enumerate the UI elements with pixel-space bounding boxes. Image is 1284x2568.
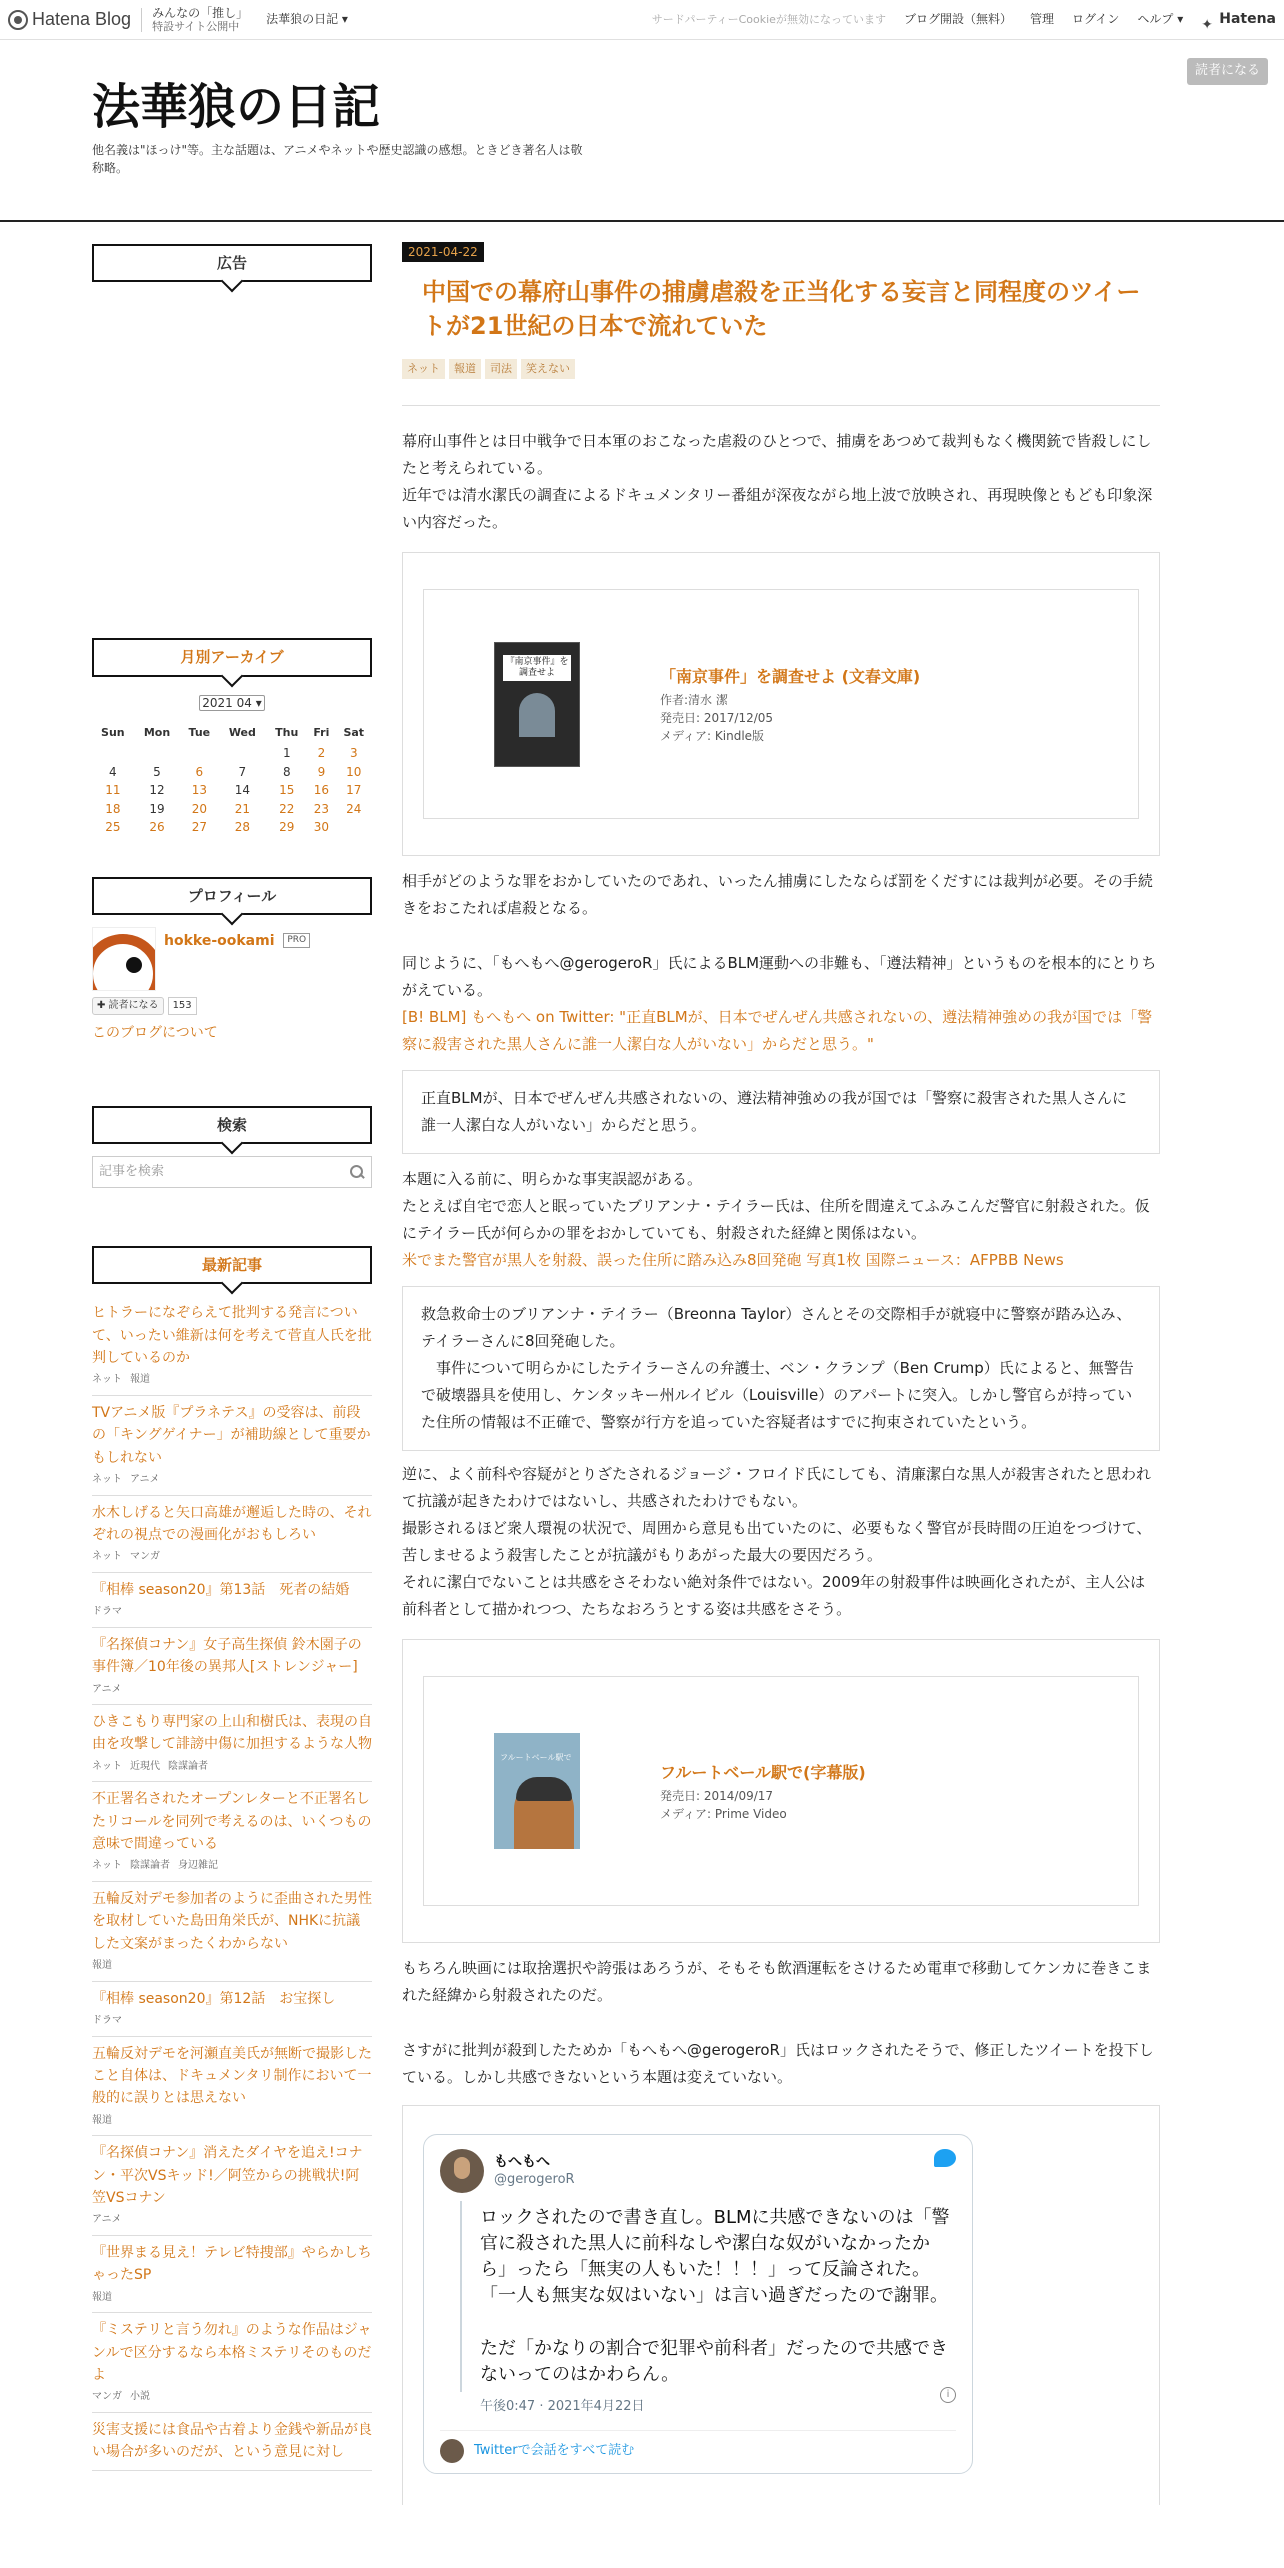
category-tag[interactable]: ネット (92, 1474, 122, 1486)
calendar-day[interactable]: 6 (195, 764, 204, 779)
category-tag[interactable]: ドラマ (92, 1606, 122, 1618)
recent-entry-link[interactable]: 『名探偵コナン』女子高生探偵 鈴木園子の事件簿／10年後の異邦人[ストレンジャー] (92, 1636, 362, 1676)
tweet-avatar[interactable] (440, 2149, 484, 2193)
calendar-day (92, 744, 134, 763)
pro-badge: PRO (283, 933, 310, 948)
entry-title[interactable]: 中国での幕府山事件の捕虜虐殺を正当化する妄言と同程度のツイートが21世紀の日本で流れていた (422, 278, 1141, 340)
calendar-day: 12 (149, 783, 165, 798)
calendar-day (218, 744, 266, 763)
calendar-day[interactable]: 11 (105, 783, 121, 798)
category-tag[interactable]: 陰謀論者 (168, 1760, 208, 1772)
calendar-day[interactable]: 18 (105, 801, 121, 816)
category-tag[interactable]: 近現代 (130, 1760, 160, 1772)
recent-entry-link[interactable]: 『世界まる見え！テレビ特捜部』やらかしちゃったSP (92, 2244, 372, 2284)
sidebar (92, 244, 372, 2471)
category-tag[interactable]: アニメ (92, 2214, 122, 2226)
paragraph: 近年では清水潔氏の調査によるドキュメンタリー番組が深夜ながら地上波で放映され、再現映像ともども印象深い内容だった。 (402, 486, 1153, 532)
follower-count[interactable]: 153 (168, 997, 197, 1015)
calendar-day: 7 (238, 764, 247, 779)
calendar-day[interactable]: 25 (105, 820, 121, 835)
calendar-day (134, 744, 181, 763)
archive-calendar (92, 721, 372, 837)
category-tag[interactable]: 小説 (130, 2391, 150, 2403)
video-release-date: 発売日: 2014/09/17 (660, 1789, 774, 1804)
recent-entry-link[interactable]: 不正署名されたオープンレターと不正署名したリコールを同列で考えるのは、いくつもの意味で間違っている (92, 1791, 372, 1853)
recent-entry-link[interactable]: ひきこもり専門家の上山和樹氏は、表現の自由を攻撃して誹謗中傷に加担するような人物 (92, 1714, 372, 1753)
list-item (92, 2413, 372, 2471)
blockquote: 救急救命士のブリアンナ・テイラー（Breonna Taylor）さんとその交際相手が就寝中に警察が踏み込み、テイラーさんに8回発砲した。 事件について明らかにしたテイラーさんの弁護士、ベン・クランプ（Ben Crump）氏によると、無警告で破壊器具を使用し、ケンタッキー州ルイビル（Louisville）のアパートに突入。しかし警官らが持っていた住所の情報は不正確で、警察が行方を追っていた容疑者はすでに拘束されていたという。 (402, 1286, 1160, 1451)
hatena-blog-logo[interactable]: Hatena Blog (8, 4, 131, 36)
calendar-day[interactable]: 24 (346, 801, 362, 816)
calendar-day[interactable]: 26 (149, 820, 165, 835)
blog-description: 他名義は"ほっけ"等。主な話題は、アニメやネットや歴史認識の感想。ときどき著名人は敬称略。 (92, 143, 583, 175)
paragraph: さすがに批判が殺到したためか「もへもへ@gerogeroR」氏はロックされたそうで、修正したツイートを投下している。しかし共感できないという本題は変えていない。 (402, 2041, 1154, 2087)
paragraph: 幕府山事件とは日中戦争で日本軍のおこなった虐殺のひとつで、捕虜をあつめて裁判もなく機関銃で皆殺しにしたと考えられている。 (402, 432, 1152, 478)
calendar-day[interactable]: 30 (313, 820, 330, 835)
profile-module-title: プロフィール (92, 877, 372, 915)
entry (402, 222, 1160, 2505)
recent-entry-link[interactable]: ヒトラーになぞらえて批判する発言について、いったい維新は何を考えて菅直人氏を批判しているのか (92, 1305, 372, 1366)
list-item (92, 1573, 372, 1628)
blog-menu[interactable]: 法華狼の日記 ▾ (266, 12, 348, 26)
calendar-day[interactable]: 22 (279, 801, 295, 816)
category-tag[interactable]: ネット (92, 1551, 122, 1563)
divider (141, 8, 142, 32)
category-tag[interactable]: アニメ (130, 1474, 160, 1486)
tweet-author-name[interactable]: もへもへ (494, 2154, 550, 2171)
category-tag[interactable]: 身辺雑記 (178, 1860, 218, 1872)
hatena-logo-icon (8, 10, 28, 30)
recent-entry-link[interactable]: 『ミステリと言う勿れ』のような作品はジャンルで区分するなら本格ミステリそのものだよ (92, 2322, 372, 2383)
divider (402, 405, 1160, 406)
calendar-header: Sun (101, 725, 125, 739)
category-tag[interactable]: ネット (92, 1760, 122, 1772)
subscribe-button[interactable]: 読者になる (1187, 58, 1268, 85)
ad-module-title: 広告 (92, 244, 372, 282)
hatebu-link[interactable]: [B! BLM] もへもへ on Twitter: "正直BLMが、日本でぜんぜん共感されないの、遵法精神強めの我が国では「警察に殺害された黒人さんに誰一人潔白な人がいない」からだと思う。" (402, 1008, 1153, 1054)
profile (92, 927, 372, 991)
calendar-header: Thu (275, 725, 299, 739)
paragraph: もちろん映画には取捨選択や誇張はあろうが、そもそも飲酒運転をさけるため電車で移動してケンカに巻きこまれた経緯から射殺されたのだ。 (402, 1959, 1152, 2005)
video-embed (402, 1639, 1160, 1943)
tweet-card[interactable] (423, 2134, 973, 2474)
list-item (92, 1496, 372, 1573)
calendar-day[interactable]: 16 (313, 783, 330, 798)
recent-entry-link[interactable]: 水木しげると矢口高雄が邂逅した時の、それぞれの視点での漫画化がおもしろい (92, 1504, 372, 1543)
search-module-title: 検索 (92, 1106, 372, 1144)
twitter-bird-icon[interactable] (934, 2149, 956, 2167)
list-item (92, 1296, 372, 1396)
recent-entries-list (92, 1296, 372, 2470)
hatena-link[interactable]: ✦ Hatena (1201, 7, 1276, 32)
calendar-day[interactable]: 3 (349, 746, 358, 760)
calendar-day[interactable]: 10 (346, 764, 362, 779)
category-tag[interactable]: ドラマ (92, 2015, 122, 2027)
entry-date[interactable]: 2021-04-22 (402, 242, 484, 262)
category-tag[interactable]: 報道 (92, 2114, 112, 2126)
calendar-day[interactable]: 15 (279, 783, 295, 798)
calendar-day[interactable]: 27 (191, 820, 207, 835)
paragraph: 相手がどのような罪をおかしていたのであれ、いったん捕虜にしたならば罰をくだすには裁判が必要。その手続きをおこたれば虐殺となる。 (402, 872, 1153, 918)
video-title-link[interactable]: フルートベール駅で(字幕版) (660, 1763, 866, 1783)
calendar-header: Wed (228, 725, 256, 739)
calendar-day: 1 (282, 746, 291, 760)
profile-name[interactable]: hokke-ookami (164, 933, 275, 950)
admin-link[interactable]: 管理 (1029, 12, 1054, 26)
category-tag[interactable]: アニメ (92, 1683, 122, 1695)
calendar-header: Tue (188, 725, 211, 739)
calendar-day[interactable]: 17 (346, 783, 362, 798)
recent-entry-link[interactable]: TVアニメ版『プラネテス』の受容は、前段の「キングゲイナー」が補助線として重要かもしれない (92, 1404, 371, 1466)
global-header (0, 0, 1284, 40)
book-media: メディア: Kindle版 (660, 729, 765, 744)
calendar-day[interactable]: 13 (191, 783, 207, 798)
calendar-day[interactable]: 28 (234, 820, 250, 835)
category-tag[interactable]: 陰謀論者 (130, 1860, 170, 1872)
paragraph: 本題に入る前に、明らかな事実誤認がある。 (402, 1170, 703, 1189)
tweet-mini-avatar (440, 2439, 464, 2463)
category-tag[interactable]: 報道 (92, 1960, 112, 1972)
category-tag[interactable]: マンガ (92, 2391, 122, 2403)
list-item (92, 2313, 372, 2413)
book-embed (402, 552, 1160, 856)
list-item (92, 2236, 372, 2313)
info-icon[interactable]: i (940, 2387, 956, 2403)
recent-entry-link[interactable]: 『相棒 season20』第12話 お宝探し (92, 1990, 336, 2007)
category-tag[interactable]: 報道 (130, 1374, 150, 1386)
calendar-day[interactable]: 20 (191, 801, 207, 816)
list-item (92, 1982, 372, 2037)
calendar-day[interactable]: 9 (317, 764, 326, 779)
calendar-day: 14 (234, 783, 250, 798)
paragraph: たとえば自宅で恋人と眠っていたブリアンナ・テイラー氏は、住所を間違えてふみこんだ警官に射殺された。仮にテイラー氏が何らかの罪をおかしていても、射殺された経緯と関係はない。 (402, 1197, 1150, 1243)
video-cover-image[interactable]: フルートベール駅で (494, 1733, 580, 1849)
login-link[interactable]: ログイン (1071, 12, 1120, 26)
blog-header (0, 40, 1284, 222)
book-author: 作者:清水 潔 (660, 693, 728, 708)
paragraph: 同じように、「もへもへ@gerogeroR」氏によるBLM運動への非難も、「遵法精神」というものを根本的にとりちがえている。 (402, 954, 1157, 1000)
tweet-timestamp[interactable]: 午後0:47 · 2021年4月22日 (480, 2398, 645, 2414)
category-tag[interactable]: ネット (92, 1860, 122, 1872)
category-tag[interactable]: ネット (92, 1374, 122, 1386)
help-menu[interactable]: ヘルプ ▾ (1137, 12, 1184, 26)
calendar-day[interactable]: 29 (279, 820, 295, 835)
read-conversation-link[interactable]: Twitterで会話をすべて読む (474, 2443, 635, 2459)
calendar-day (336, 818, 372, 837)
book-cover-image[interactable]: 『南京事件』を調査せよ (494, 642, 580, 767)
recent-module-title: 最新記事 (92, 1246, 372, 1284)
calendar-day: 4 (109, 764, 117, 779)
calendar-day[interactable]: 21 (234, 801, 250, 816)
search-input[interactable] (92, 1156, 372, 1188)
list-item (92, 1782, 372, 1882)
calendar-day: 5 (153, 764, 161, 779)
book-release-date: 発売日: 2017/12/05 (660, 711, 774, 726)
recent-entry-link[interactable]: 災害支援には食品や古着より金銭や新品が良い場合が多いのだが、という意見に対し (92, 2421, 372, 2461)
calendar-header: Fri (313, 725, 330, 739)
paragraph: それに潔白でないことは共感をさそわない絶対条件ではない。2009年の射殺事件は映画化されたが、主人公は前科者として描かれつつ、たちなおろうとする姿は共感をさそう。 (402, 1573, 1146, 1619)
paragraph: 撮影されるほど衆人環視の状況で、周囲から意見も出ていたのに、必要もなく警官が長時間の圧迫をつづけて、苦しませるよう殺害したことが抗議がもりあがった最大の要因だろう。 (402, 1519, 1152, 1565)
archive-module-title: 月別アーカイブ (92, 638, 372, 676)
entry-category-tag[interactable]: 司法 (485, 359, 517, 379)
calendar-day[interactable]: 2 (317, 746, 326, 760)
tweet-embed-frame (402, 2105, 1160, 2505)
recent-entry-link[interactable]: 五輪反対デモを河瀬直美氏が無断で撮影したこと自体は、ドキュメンタリ制作において一般的に誤りとは思えない (92, 2045, 372, 2107)
entry-category-tag[interactable]: 報道 (449, 359, 481, 379)
avatar[interactable] (92, 927, 156, 991)
calendar-day[interactable]: 23 (313, 801, 330, 816)
ad-space (92, 294, 372, 638)
entry-categories (402, 359, 1160, 379)
recent-entry-link[interactable]: 『名探偵コナン』消えたダイヤを追え!コナン・平次VSキッド!／阿笠からの挑戦状!阿笠VSコナン (92, 2145, 363, 2206)
list-item (92, 2136, 372, 2236)
book-title-link[interactable]: 「南京事件」を調査せよ (文春文庫) (660, 667, 921, 687)
list-item (92, 2037, 372, 2137)
recent-entry-link[interactable]: 五輪反対デモ参加者のように歪曲された男性を取材していた島田角栄氏が、NHKに抗議した文案がまったくわからない (92, 1890, 372, 1952)
search-placeholder: 記事を検索 (99, 1163, 165, 1179)
list-item (92, 1628, 372, 1705)
list-item (92, 1396, 372, 1496)
about-blog-link[interactable]: このブログについて (92, 1025, 218, 1042)
follow-button[interactable]: ✚ 読者になる (92, 997, 164, 1015)
cookie-notice: サードパーティーCookieが無効になっています (651, 12, 886, 26)
recent-entry-link[interactable]: 『相棒 season20』第13話 死者の結婚 (92, 1581, 350, 1598)
feature-banner[interactable]: みんなの「推し」 特設サイト公開中 (152, 5, 249, 34)
calendar-day (180, 744, 218, 763)
paragraph: 逆に、よく前科や容疑がとりざたされるジョージ・フロイド氏にしても、清廉潔白な黒人が殺害されたと思われて抗議が起きたわけではないし、共感されたわけでもない。 (402, 1465, 1151, 1511)
video-media: メディア: Prime Video (660, 1807, 787, 1822)
open-blog-link[interactable]: ブログ開設（無料） (903, 12, 1012, 26)
list-item (92, 1882, 372, 1982)
calendar-header: Mon (143, 725, 171, 739)
list-item (92, 1705, 372, 1782)
tweet-text: ロックされたので書き直し。BLMに共感できないのは「警官に殺された黒人に前科なしや潔白な奴がいなかったから」ったら「無実の人もいた！！！」って反論された。「一人も無実な奴はいない」は言い過ぎだったので謝罪。 ただ「かなりの割合で犯罪や前科者」だったので共感できないってのはかわらん。 (460, 2201, 956, 2392)
category-tag[interactable]: 報道 (92, 2291, 112, 2303)
entry-category-tag[interactable]: ネット (402, 359, 445, 379)
afpbb-link[interactable]: 米でまた警官が黒人を射殺、誤った住所に踏み込み8回発砲 写真1枚 国際ニュース：AFPBB News (402, 1251, 1064, 1270)
calendar-day: 8 (282, 764, 291, 779)
hatena-icon (1201, 13, 1215, 27)
search-icon[interactable] (349, 1164, 365, 1180)
blockquote: 正直BLMが、日本でぜんぜん共感されないの、遵法精神強めの我が国では「警察に殺害された黒人さんに誰一人潔白な人がいない」からだと思う。 (402, 1070, 1160, 1154)
tweet-author-handle[interactable]: @gerogeroR (494, 2171, 575, 2187)
blog-title[interactable]: 法華狼の日記 (92, 79, 381, 135)
calendar-header: Sat (343, 725, 365, 739)
category-tag[interactable]: マンガ (130, 1551, 160, 1563)
calendar-day: 19 (149, 801, 165, 816)
entry-category-tag[interactable]: 笑えない (521, 359, 575, 379)
archive-month-select[interactable]: 2021 04 ▾ (199, 695, 264, 711)
